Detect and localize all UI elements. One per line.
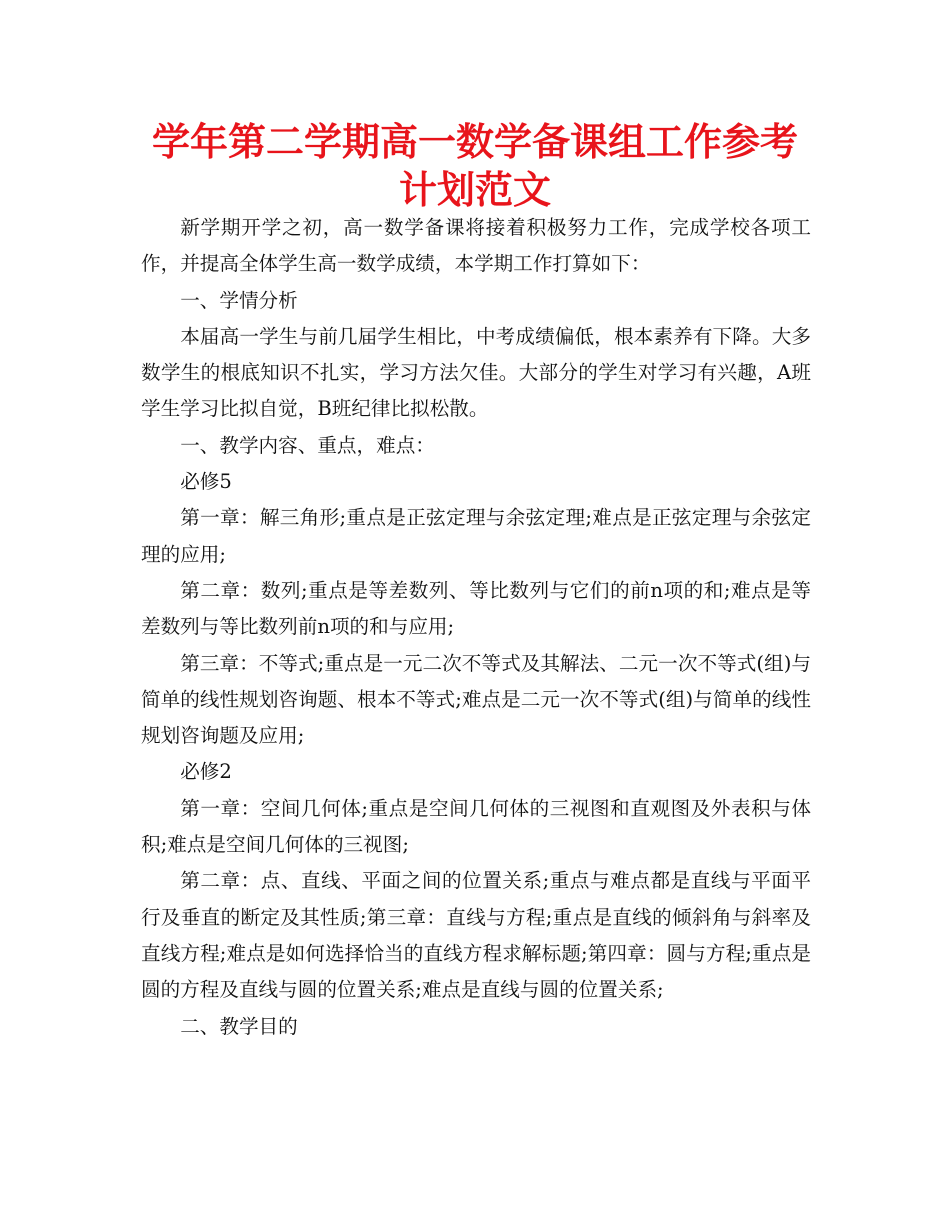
heading-compulsory-5: 必修5 [180, 470, 232, 494]
paragraph-chapter-3-inequalities: 第三章：不等式;重点是一元二次不等式及其解法、二元一次不等式(组)与简单的线性规划咨询题、根本不等式;难点是二元一次不等式(组)与简单的线性规划咨询题及应用; [141, 651, 811, 748]
paragraph-chapter-1-solids: 第一章：空间几何体;重点是空间几何体的三视图和直观图及外表积与体积;难点是空间几何体的三视图; [141, 796, 811, 857]
heading-compulsory-2: 必修2 [180, 760, 232, 784]
paragraph-chapter-2-sequences: 第二章：数列;重点是等差数列、等比数列与它们的前n项的和;难点是等差数列与等比数列前n项的和与应用; [141, 578, 811, 639]
document-title: 学年第二学期高一数学备课组工作参考计划范文 [151, 120, 798, 212]
paragraph-chapter-1-triangles: 第一章：解三角形;重点是正弦定理与余弦定理;难点是正弦定理与余弦定理的应用; [141, 506, 811, 566]
paragraph-chapters-2-4-lines-circles: 第二章：点、直线、平面之间的位置关系;重点与难点都是直线与平面平行及垂直的断定及其性质;第三章：直线与方程;重点是直线的倾斜角与斜率及直线方程;难点是如何选择恰当的直线方程求解标题;第四章：圆与方程;重点是圆的方程及直线与圆的位置关系;难点是直线与圆的位置关系; [141, 869, 811, 1002]
heading-student-analysis: 一、学情分析 [180, 288, 298, 312]
paragraph-intro: 新学期开学之初，高一数学备课将接着积极努力工作，完成学校各项工作，并提高全体学生高一数学成绩，本学期工作打算如下： [141, 216, 811, 276]
heading-teaching-content: 一、教学内容、重点，难点： [180, 433, 435, 457]
document-body [141, 210, 811, 1045]
paragraph-student-analysis: 本届高一学生与前几届学生相比，中考成绩偏低，根本素养有下降。大多数学生的根底知识不扎实，学习方法欠佳。大部分的学生对学习有兴趣，A班学生学习比拟自觉，B班纪律比拟松散。 [141, 324, 811, 421]
heading-teaching-goals: 二、教学目的 [180, 1014, 298, 1038]
